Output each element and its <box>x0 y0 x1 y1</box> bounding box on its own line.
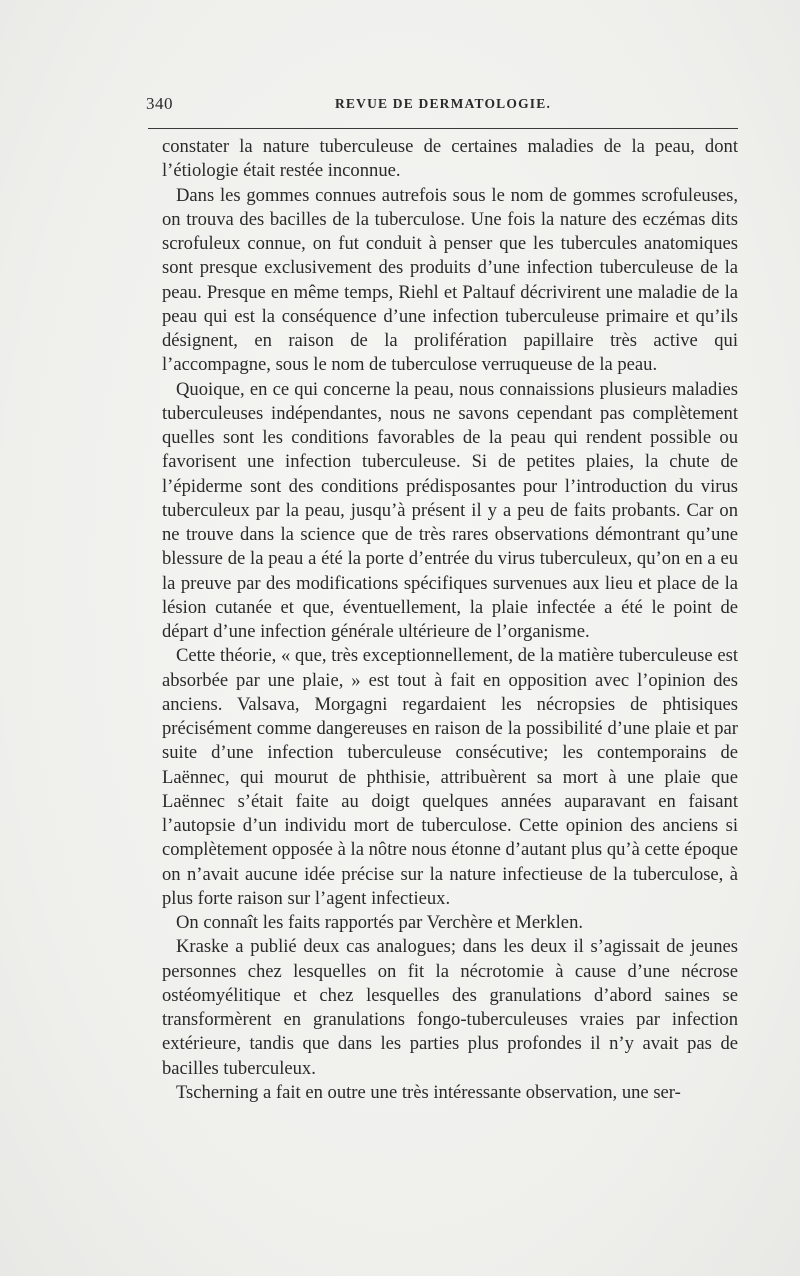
page-header <box>146 94 740 118</box>
body-text <box>162 135 738 1105</box>
header-rule <box>148 128 738 129</box>
paragraph-continuation: constater la nature tuberculeuse de certaines maladies de la peau, dont l’étiologie était restée inconnue. <box>162 136 738 182</box>
page-number: 340 <box>146 94 173 113</box>
paragraph: Kraske a publié deux cas analogues; dans les deux il s’agissait de jeunes personnes chez lesquelles on fit la nécrotomie à cause d’une nécrose ostéomyélitique et chez lesquelles des granulations d’abord saines se transformèrent en granulations fongo-tuberculeuses vraies par infection extérieure, tandis que dans les parties plus profondes il n’y avait pas de bacilles tuberculeux. <box>162 936 738 1079</box>
paragraph: On connaît les faits rapportés par Verchère et Merklen. <box>176 912 584 933</box>
paragraph: Dans les gommes connues autrefois sous le nom de gommes scrofuleuses, on trouva des bacilles de la tuberculose. Une fois la nature des eczémas dits scrofuleux connue, on fut conduit à penser que les tubercules anatomiques sont presque exclusivement des produits d’une infection tuberculeuse de la peau. Presque en même temps, Riehl et Paltauf décrivirent une maladie de la peau qui est la conséquence d’une infection tuberculeuse primaire et qu’ils désignent, en raison de la prolifération papillaire très active qui l’accompagne, sous le nom de tuberculose verruqueuse de la peau. <box>162 184 738 376</box>
paragraph: Cette théorie, « que, très exceptionnellement, de la matière tuberculeuse est absorbée par une plaie, » est tout à fait en opposition avec l’opinion des anciens. Valsava, Morgagni regardaient les nécropsies de phtisiques précisément comme dangereuses en raison de la possibilité d’une plaie et par suite d’une infection tuberculeuse consécutive; les contemporains de Laënnec, qui mourut de phthisie, attribuèrent sa mort à une plaie que Laënnec s’était faite au doigt quelques années auparavant en faisant l’autopsie d’un individu mort de tuberculose. Cette opinion des anciens si complètement opposée à la nôtre nous étonne d’autant plus qu’à cette époque on n’avait aucune idée précise sur la nature infectieuse de la tuberculose, à plus forte raison sur l’agent infectieux. <box>162 645 738 909</box>
running-head: REVUE DE DERMATOLOGIE. <box>334 96 552 111</box>
paragraph: Quoique, en ce qui concerne la peau, nous connaissions plusieurs maladies tuberculeuses indépendantes, nous ne savons cependant pas complètement quelles sont les conditions favorables de la peau qui rendent possible ou favorisent une infection tuberculeuse. Si de petites plaies, la chute de l’épiderme sont des conditions prédisposantes pour l’introduction du virus tuberculeux par la peau, jusqu’à présent il y a peu de faits probants. Car on ne trouve dans la science que de très rares observations démontrant qu’une blessure de la peau a été la porte d’entrée du virus tuberculeux, qu’on en a eu la preuve par des modifications spécifiques survenues aux lieu et place de la lésion cutanée et que, éventuellement, la plaie infectée a été le point de départ d’une infection générale ultérieure de l’organisme. <box>162 378 738 642</box>
paragraph: Tscherning a fait en outre une très intéressante observation, une ser- <box>176 1081 681 1103</box>
